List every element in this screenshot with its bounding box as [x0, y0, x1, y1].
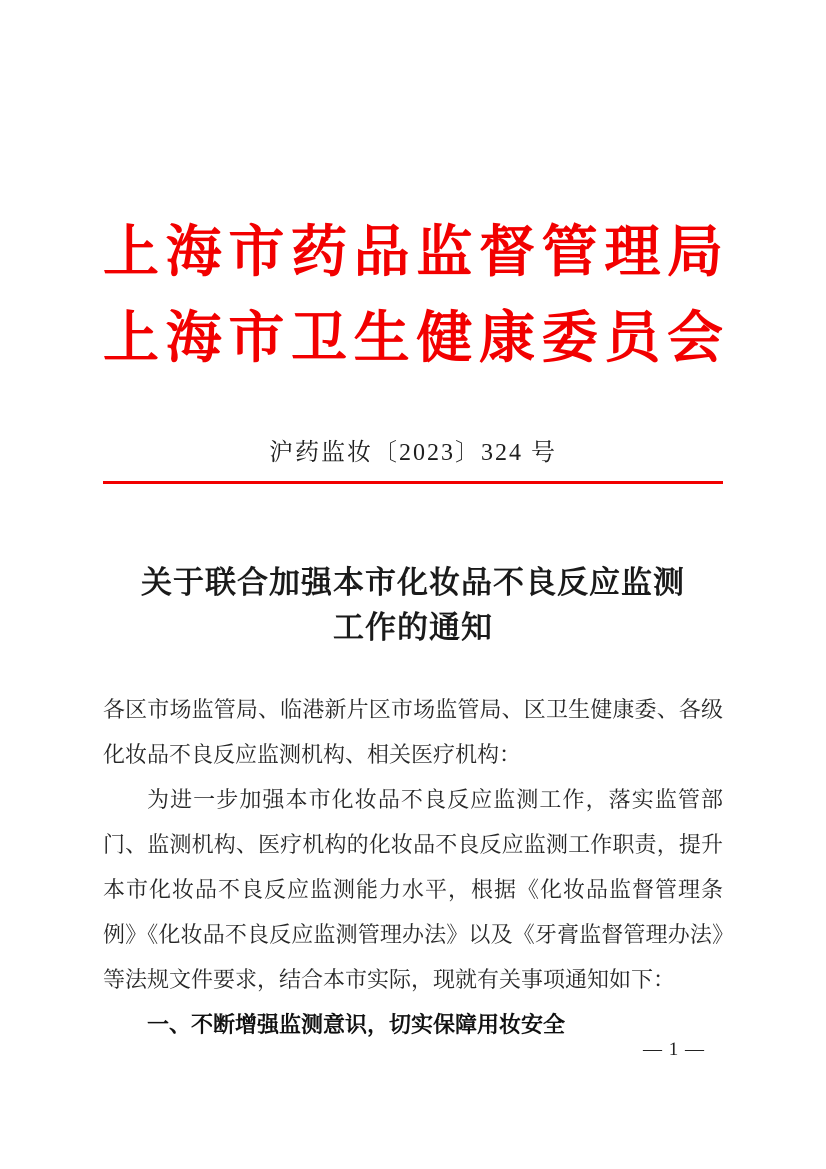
red-divider-line — [103, 481, 723, 484]
letterhead — [103, 210, 723, 382]
letterhead-org-name-2: 上海市卫生健康委员会 — [103, 308, 723, 370]
section-1-heading: 一、不断增强监测意识，切实保障用妆安全 — [147, 1012, 566, 1037]
document-title — [103, 560, 723, 650]
document-body — [103, 687, 723, 1047]
intro-paragraph: 为进一步加强本市化妆品不良反应监测工作，落实监管部门、监测机构、医疗机构的化妆品不良反应监测工作职责，提升本市化妆品不良反应监测能力水平，根据《化妆品监督管理条例》《化妆品不良反应监测管理办法》以及《牙膏监督管理办法》等法规文件要求，结合本市实际，现就有关事项通知如下： — [103, 787, 723, 992]
document-number: 沪药监妆〔2023〕324 号 — [269, 440, 557, 466]
document-title-line-2: 工作的通知 — [333, 610, 493, 645]
document-title-line-1: 关于联合加强本市化妆品不良反应监测 — [141, 565, 685, 600]
letterhead-org-name-1: 上海市药品监督管理局 — [103, 222, 723, 284]
salutation-paragraph: 各区市场监管局、临港新片区市场监管局、区卫生健康委、各级化妆品不良反应监测机构、相关医疗机构： — [103, 697, 723, 767]
page-number: — 1 — — [643, 1039, 705, 1060]
